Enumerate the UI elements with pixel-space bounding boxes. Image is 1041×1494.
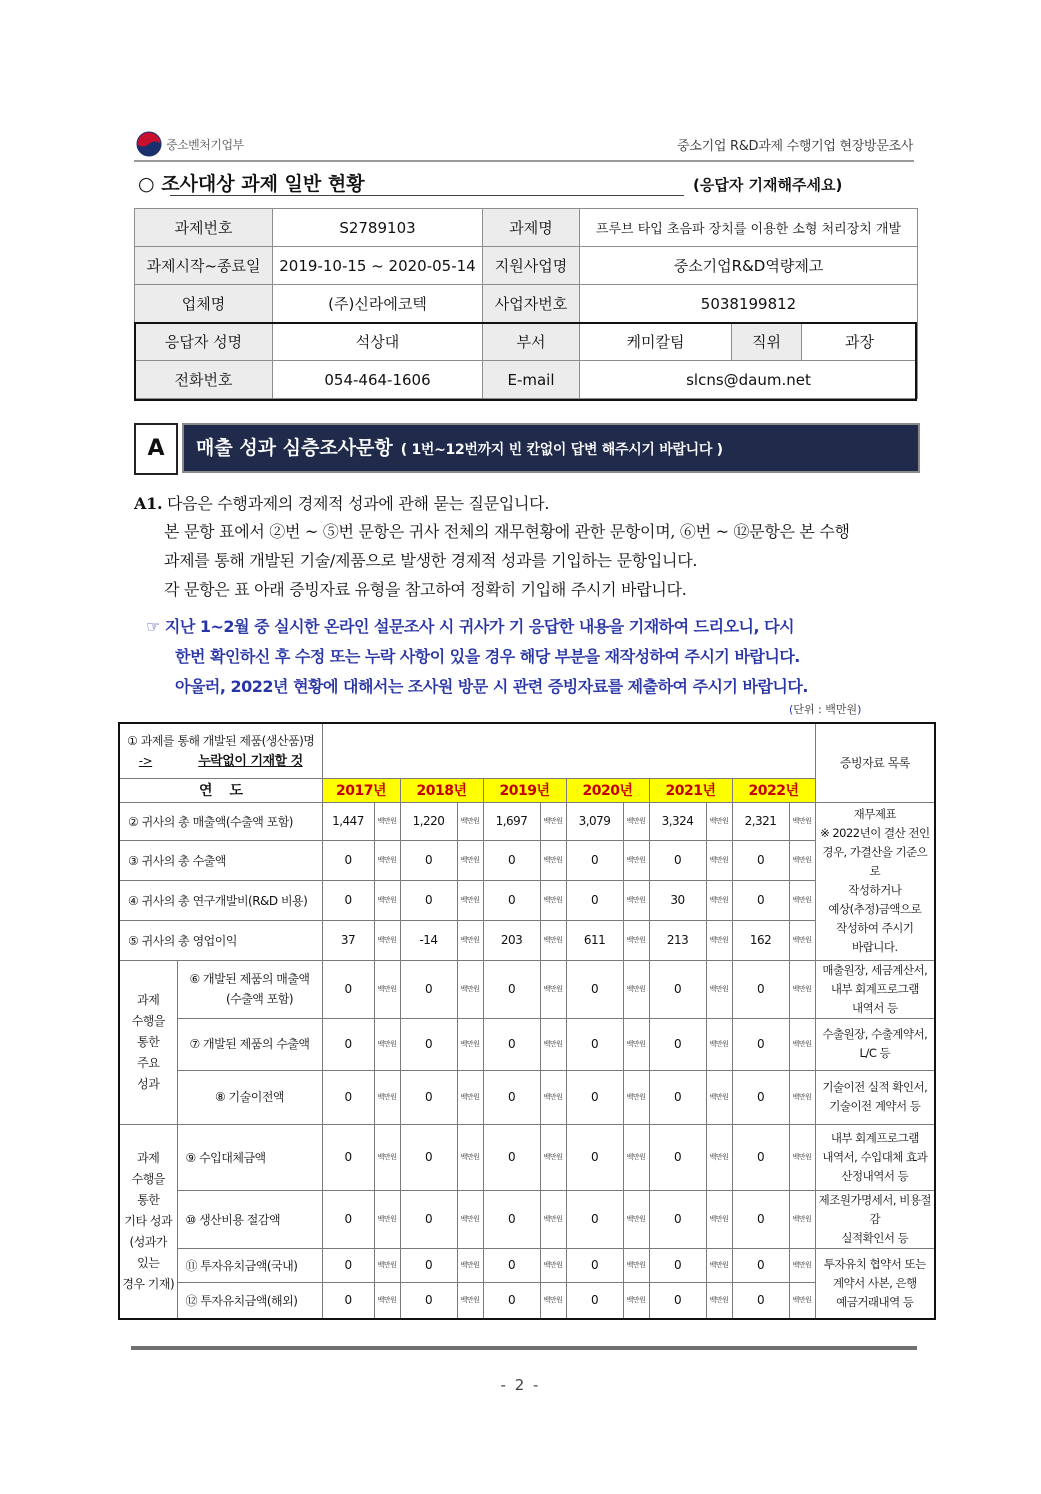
- section-title-underline: [170, 195, 684, 196]
- section-title: ○ 조사대상 과제 일반 현황: [138, 173, 365, 195]
- business-number-value[interactable]: 5038199812: [580, 285, 918, 323]
- unit-label: 백만원: [540, 1070, 566, 1124]
- unit-label: 백만원: [457, 1070, 483, 1124]
- unit-label: 백만원: [623, 1282, 649, 1319]
- finance-row-value-2020[interactable]: 0: [566, 880, 623, 920]
- investment-evidence: [815, 1248, 935, 1319]
- unit-label: 백만원: [540, 1018, 566, 1070]
- finance-row-value-2018[interactable]: 0: [400, 880, 457, 920]
- finance-row-value-2022[interactable]: 162: [732, 920, 789, 960]
- notice-line-2: 한번 확인하신 후 수정 또는 누락 사항이 있을 경우 해당 부분을 재작성하여 주시기 바랍니다.: [175, 647, 800, 666]
- task-info-table: [134, 208, 918, 399]
- performance-evidence-line: L/C 등: [859, 1046, 891, 1060]
- performance-row-label: [177, 1070, 322, 1124]
- unit-label: 백만원: [374, 1070, 400, 1124]
- question-line-1: [134, 491, 549, 514]
- performance-row-value-2019[interactable]: 0: [483, 960, 540, 1018]
- position-value[interactable]: 과장: [802, 323, 918, 361]
- unit-label: 백만원: [623, 880, 649, 920]
- group1-line: 주요: [137, 1055, 160, 1070]
- group2-line: 과제: [137, 1150, 160, 1165]
- finance-row: [119, 802, 935, 840]
- performance-label-line: ⑦ 개발된 제품의 수출액: [189, 1037, 310, 1051]
- other-row-value-2018[interactable]: 0: [400, 1248, 457, 1282]
- unit-label: 백만원: [706, 920, 732, 960]
- unit-label: 백만원: [540, 1124, 566, 1190]
- performance-evidence-line: 내부 회계프로그램: [830, 981, 919, 996]
- performance-evidence-line: 매출원장, 세금계산서,: [822, 962, 928, 977]
- other-evidence-line: 제조원가명세서, 비용절감: [818, 1192, 932, 1226]
- finance-row-value-2019[interactable]: 0: [483, 880, 540, 920]
- performance-row-value-2021[interactable]: 0: [649, 1018, 706, 1070]
- section-a-subtitle: ( 1번~12번까지 빈 칸없이 답변 해주시기 바랍니다 ): [400, 442, 723, 458]
- unit-label: 백만원: [789, 802, 815, 840]
- unit-label: 백만원: [374, 920, 400, 960]
- unit-label: 백만원: [789, 920, 815, 960]
- other-row-value-2020[interactable]: 0: [566, 1190, 623, 1248]
- task-period-label: 과제시작~종료일: [135, 247, 273, 285]
- unit-label: 백만원: [789, 880, 815, 920]
- year-header-2020: 2020년: [566, 778, 649, 802]
- finance-row-value-2017[interactable]: 37: [322, 920, 374, 960]
- instruction-text: 누락없이 기재할 것: [198, 754, 303, 770]
- other-evidence-line: 내역서, 수입대체 효과: [822, 1149, 928, 1164]
- finance-row-value-2018[interactable]: 0: [400, 840, 457, 880]
- performance-row-value-2020[interactable]: 0: [566, 960, 623, 1018]
- unit-label: 백만원: [789, 1124, 815, 1190]
- unit-label: 백만원: [540, 880, 566, 920]
- department-value[interactable]: 케미칼팀: [580, 323, 732, 361]
- other-performance-row: [119, 1190, 935, 1248]
- other-row-label: ⑫ 투자유치금액(해외): [177, 1282, 322, 1319]
- finance-evidence-line: ※ 2022년이 결산 전인: [820, 826, 930, 840]
- other-row-value-2019[interactable]: 0: [483, 1248, 540, 1282]
- finance-evidence-line: 작성하여 주시기: [836, 921, 914, 935]
- performance-evidence-line: 기술이전 계약서 등: [829, 1099, 921, 1113]
- other-performance-row: [119, 1282, 935, 1319]
- year-header-2018: 2018년: [400, 778, 483, 802]
- other-row-value-2020[interactable]: 0: [566, 1282, 623, 1319]
- other-row-value-2019[interactable]: 0: [483, 1124, 540, 1190]
- government-emblem-icon: [136, 131, 162, 157]
- unit-label: 백만원: [540, 840, 566, 880]
- agency-name: 중소벤처기업부: [166, 138, 244, 152]
- other-row-value-2022[interactable]: 0: [732, 1282, 789, 1319]
- other-row-value-2020[interactable]: 0: [566, 1248, 623, 1282]
- year-label: 연 도: [119, 778, 322, 802]
- phone-label: 전화번호: [135, 361, 273, 399]
- performance-label-line: ⑧ 기술이전액: [214, 1090, 285, 1104]
- performance-row: [119, 1070, 935, 1124]
- unit-label: 백만원: [789, 960, 815, 1018]
- program-label: 지원사업명: [483, 247, 580, 285]
- other-evidence-line: 내부 회계프로그램: [830, 1130, 919, 1145]
- unit-label: 백만원: [706, 802, 732, 840]
- performance-row-value-2022[interactable]: 0: [732, 1070, 789, 1124]
- respondent-note: (응답자 기재해주세요): [693, 176, 843, 194]
- task-number-value[interactable]: S2789103: [273, 209, 483, 247]
- group1-line: 과제: [137, 992, 160, 1007]
- business-number-label: 사업자번호: [483, 285, 580, 323]
- performance-evidence-line: 수출원장, 수출계약서,: [822, 1027, 928, 1041]
- finance-row-value-2021[interactable]: 30: [649, 880, 706, 920]
- unit-label: 백만원: [374, 880, 400, 920]
- other-row-value-2019[interactable]: 0: [483, 1190, 540, 1248]
- page-number: - 2 -: [500, 1376, 541, 1394]
- unit-text: 단위 : 백만원: [793, 703, 858, 716]
- finance-row-label: ⑤ 귀사의 총 영업이익: [119, 920, 322, 960]
- performance-evidence: [815, 960, 935, 1018]
- section-a-banner: [182, 423, 920, 473]
- unit-label: 백만원: [789, 1282, 815, 1319]
- header-divider: [134, 160, 914, 162]
- unit-label: 백만원: [623, 802, 649, 840]
- unit-label: 백만원: [457, 840, 483, 880]
- unit-label: 백만원: [623, 1248, 649, 1282]
- group1-line: 성과: [137, 1076, 160, 1091]
- performance-row-value-2017[interactable]: 0: [322, 960, 374, 1018]
- unit-label: 백만원: [540, 920, 566, 960]
- question-line-3: 과제를 통해 개발된 기술/제품으로 발생한 경제적 성과를 기입하는 문항입니다.: [164, 551, 698, 570]
- performance-row-value-2021[interactable]: 0: [649, 1070, 706, 1124]
- unit-label: 백만원: [706, 1070, 732, 1124]
- unit-label: 백만원: [457, 1190, 483, 1248]
- performance-evidence: [815, 1070, 935, 1124]
- unit-label: 백만원: [706, 840, 732, 880]
- product-name-row: [119, 723, 935, 778]
- unit-label: 백만원: [789, 1018, 815, 1070]
- finance-row: [119, 840, 935, 880]
- unit-label: 백만원: [457, 1282, 483, 1319]
- finance-row-value-2020[interactable]: 611: [566, 920, 623, 960]
- finance-evidence: [815, 802, 935, 960]
- other-row-value-2017[interactable]: 0: [322, 1124, 374, 1190]
- unit-label: 백만원: [706, 1018, 732, 1070]
- finance-evidence-line: 예상(추정)금액으로: [828, 902, 922, 916]
- unit-label: 백만원: [623, 1190, 649, 1248]
- performance-label-line: ⑥ 개발된 제품의 매출액: [189, 972, 310, 986]
- finance-row-value-2020[interactable]: 3,079: [566, 802, 623, 840]
- unit-label: 백만원: [374, 1248, 400, 1282]
- performance-row-value-2019[interactable]: 0: [483, 1070, 540, 1124]
- finance-evidence-line: 작성하거나: [848, 883, 902, 897]
- finance-row-value-2021[interactable]: 0: [649, 840, 706, 880]
- unit-label: 백만원: [706, 1190, 732, 1248]
- product-name-input[interactable]: [322, 723, 815, 778]
- finance-row-value-2018[interactable]: -14: [400, 920, 457, 960]
- finance-row-label: ③ 귀사의 총 수출액: [119, 840, 322, 880]
- finance-row-value-2017[interactable]: 0: [322, 880, 374, 920]
- performance-table: [118, 722, 936, 1320]
- group2-line: 기타 성과: [124, 1213, 173, 1228]
- program-value[interactable]: 중소기업R&D역량제고: [580, 247, 918, 285]
- performance-row-value-2022[interactable]: 0: [732, 1018, 789, 1070]
- performance-row-label: [177, 1018, 322, 1070]
- performance-row-value-2022[interactable]: 0: [732, 960, 789, 1018]
- finance-row: [119, 880, 935, 920]
- unit-paren-open: (: [789, 703, 794, 716]
- respondent-name-label: 응답자 성명: [135, 323, 273, 361]
- finance-row-value-2019[interactable]: 0: [483, 840, 540, 880]
- performance-row-value-2018[interactable]: 0: [400, 1070, 457, 1124]
- finance-row-value-2020[interactable]: 0: [566, 840, 623, 880]
- other-evidence-line: 산정내역서 등: [841, 1168, 909, 1183]
- other-row-value-2017[interactable]: 0: [322, 1248, 374, 1282]
- other-row-value-2022[interactable]: 0: [732, 1190, 789, 1248]
- year-header-2021: 2021년: [649, 778, 732, 802]
- finance-row-value-2018[interactable]: 1,220: [400, 802, 457, 840]
- performance-evidence-line: 기술이전 실적 확인서,: [822, 1080, 928, 1094]
- finance-row-value-2021[interactable]: 213: [649, 920, 706, 960]
- unit-label: 백만원: [374, 1190, 400, 1248]
- other-performance-row: [119, 1124, 935, 1190]
- performance-evidence-line: 내역서 등: [852, 1000, 898, 1015]
- unit-label: 백만원: [457, 1018, 483, 1070]
- performance-row-value-2020[interactable]: 0: [566, 1018, 623, 1070]
- year-header-2019: 2019년: [483, 778, 566, 802]
- performance-row-value-2018[interactable]: 0: [400, 960, 457, 1018]
- other-row-value-2017[interactable]: 0: [322, 1282, 374, 1319]
- unit-label: 백만원: [623, 960, 649, 1018]
- performance-row-label: [177, 960, 322, 1018]
- unit-label: 백만원: [706, 880, 732, 920]
- unit-label: 백만원: [457, 960, 483, 1018]
- department-label: 부서: [483, 323, 580, 361]
- other-evidence: [815, 1190, 935, 1248]
- unit-label: 백만원: [457, 1124, 483, 1190]
- section-a-title: 매출 성과 심층조사문항: [196, 437, 393, 459]
- question-line-4: 각 문항은 표 아래 증빙자료 유형을 참고하여 정확히 기입해 주시기 바랍니다.: [164, 580, 687, 599]
- finance-row-value-2022[interactable]: 0: [732, 880, 789, 920]
- unit-label: 백만원: [623, 840, 649, 880]
- investment-evidence-line: 계약서 사본, 은행: [832, 1275, 917, 1290]
- other-row-value-2017[interactable]: 0: [322, 1190, 374, 1248]
- unit-label: 백만원: [540, 1190, 566, 1248]
- unit-label: 백만원: [374, 802, 400, 840]
- unit-label: 백만원: [623, 1070, 649, 1124]
- finance-row-label: ② 귀사의 총 매출액(수출액 포함): [119, 802, 322, 840]
- unit-label: 백만원: [540, 1248, 566, 1282]
- performance-label-line: (수출액 포함): [225, 992, 294, 1006]
- other-row-label: ⑪ 투자유치금액(국내): [177, 1248, 322, 1282]
- unit-label: 백만원: [374, 840, 400, 880]
- respondent-name-value[interactable]: 석상대: [273, 323, 483, 361]
- task-number-label: 과제번호: [135, 209, 273, 247]
- email-label: E-mail: [483, 361, 580, 399]
- question-line-2: 본 문항 표에서 ②번 ~ ⑤번 문항은 귀사 전체의 재무현황에 관한 문항이며, ⑥번 ~ ⑫문항은 본 수행: [164, 522, 850, 541]
- unit-label: 백만원: [623, 1018, 649, 1070]
- performance-row-value-2018[interactable]: 0: [400, 1018, 457, 1070]
- group2-line: 수행을: [131, 1171, 165, 1186]
- finance-row-value-2019[interactable]: 1,697: [483, 802, 540, 840]
- unit-label: 백만원: [706, 1282, 732, 1319]
- unit-label: 백만원: [540, 960, 566, 1018]
- task-name-value[interactable]: 프루브 타입 초음파 장치를 이용한 소형 처리장치 개발: [580, 209, 918, 247]
- unit-label: 백만원: [623, 920, 649, 960]
- email-value[interactable]: slcns@daum.net: [580, 361, 918, 399]
- group2-line: 경우 기재): [122, 1276, 175, 1291]
- performance-row: [119, 960, 935, 1018]
- performance-evidence: [815, 1018, 935, 1070]
- other-row-value-2021[interactable]: 0: [649, 1190, 706, 1248]
- other-row-label: ⑩ 생산비용 절감액: [177, 1190, 322, 1248]
- footer-divider: [131, 1346, 917, 1350]
- finance-row-value-2022[interactable]: 2,321: [732, 802, 789, 840]
- finance-row-value-2019[interactable]: 203: [483, 920, 540, 960]
- unit-label: 백만원: [789, 1070, 815, 1124]
- group2-line: 통한: [137, 1192, 160, 1207]
- unit-label: 백만원: [540, 1282, 566, 1319]
- phone-value[interactable]: 054-464-1606: [273, 361, 483, 399]
- unit-label: 백만원: [374, 1282, 400, 1319]
- task-period-value[interactable]: 2019-10-15 ~ 2020-05-14: [273, 247, 483, 285]
- finance-row: [119, 920, 935, 960]
- other-row-value-2020[interactable]: 0: [566, 1124, 623, 1190]
- product-question-instruction: [120, 751, 322, 772]
- other-row-value-2022[interactable]: 0: [732, 1248, 789, 1282]
- other-row-value-2018[interactable]: 0: [400, 1124, 457, 1190]
- unit-label: 백만원: [540, 802, 566, 840]
- finance-row-value-2017[interactable]: 0: [322, 840, 374, 880]
- other-evidence-line: 실적확인서 등: [841, 1230, 909, 1245]
- unit-label: 백만원: [623, 1124, 649, 1190]
- group2-line: (성과가: [129, 1234, 167, 1249]
- other-performance-group: [119, 1124, 177, 1319]
- unit-label: 백만원: [789, 1248, 815, 1282]
- arrow-text: ->: [138, 754, 153, 769]
- unit-label: 백만원: [374, 960, 400, 1018]
- investment-evidence-line: 투자유치 협약서 또는: [823, 1256, 926, 1271]
- company-label: 업체명: [135, 285, 273, 323]
- unit-label: 백만원: [374, 1018, 400, 1070]
- position-label: 직위: [732, 323, 802, 361]
- other-performance-row: [119, 1248, 935, 1282]
- unit-label: 백만원: [706, 960, 732, 1018]
- main-performance-group: [119, 960, 177, 1124]
- finance-row-value-2021[interactable]: 3,324: [649, 802, 706, 840]
- other-row-value-2019[interactable]: 0: [483, 1282, 540, 1319]
- finance-row-value-2022[interactable]: 0: [732, 840, 789, 880]
- unit-note: [789, 701, 861, 717]
- document-title: 중소기업 R&D과제 수행기업 현장방문조사: [677, 139, 913, 154]
- other-row-value-2022[interactable]: 0: [732, 1124, 789, 1190]
- finance-evidence-line: 재무제표: [853, 807, 897, 821]
- product-name-question: [119, 723, 322, 778]
- group1-line: 수행을: [131, 1013, 165, 1028]
- product-question-text: ① 과제를 통해 개발된 제품(생산품)명: [127, 734, 315, 749]
- group1-line: 통한: [137, 1034, 160, 1049]
- performance-row: [119, 1018, 935, 1070]
- year-header-2022: 2022년: [732, 778, 815, 802]
- performance-row-value-2017[interactable]: 0: [322, 1018, 374, 1070]
- unit-paren-close: ): [857, 703, 862, 716]
- notice-line-1: ☞ 지난 1~2월 중 실시한 온라인 설문조사 시 귀사가 기 응답한 내용을 기재하여 드리오니, 다시: [146, 617, 795, 636]
- unit-label: 백만원: [457, 1248, 483, 1282]
- other-row-value-2018[interactable]: 0: [400, 1282, 457, 1319]
- unit-label: 백만원: [789, 1190, 815, 1248]
- other-row-value-2018[interactable]: 0: [400, 1190, 457, 1248]
- investment-evidence-line: 예금거래내역 등: [836, 1294, 914, 1309]
- finance-row-value-2017[interactable]: 1,447: [322, 802, 374, 840]
- finance-row-label: ④ 귀사의 총 연구개발비(R&D 비용): [119, 880, 322, 920]
- unit-label: 백만원: [457, 920, 483, 960]
- company-value[interactable]: (주)신라에코텍: [273, 285, 483, 323]
- other-row-value-2021[interactable]: 0: [649, 1248, 706, 1282]
- year-row: [119, 778, 935, 802]
- other-evidence: [815, 1124, 935, 1190]
- finance-evidence-line: 바랍니다.: [852, 940, 898, 954]
- unit-label: 백만원: [457, 880, 483, 920]
- finance-evidence-line: 경우, 가결산을 기준으로: [822, 845, 928, 878]
- evidence-header: 증빙자료 목록: [815, 723, 935, 802]
- task-name-label: 과제명: [483, 209, 580, 247]
- performance-row-value-2020[interactable]: 0: [566, 1070, 623, 1124]
- unit-label: 백만원: [457, 802, 483, 840]
- performance-row-value-2017[interactable]: 0: [322, 1070, 374, 1124]
- notice-line-3: 아울러, 2022년 현황에 대해서는 조사원 방문 시 관련 증빙자료를 제출하여 주시기 바랍니다.: [175, 677, 808, 696]
- question-text-1: 다음은 수행과제의 경제적 성과에 관해 묻는 질문입니다.: [167, 494, 550, 513]
- other-row-value-2021[interactable]: 0: [649, 1124, 706, 1190]
- other-row-label: ⑨ 수입대체금액: [177, 1124, 322, 1190]
- performance-row-value-2019[interactable]: 0: [483, 1018, 540, 1070]
- group2-line: 있는: [137, 1255, 160, 1270]
- unit-label: 백만원: [706, 1248, 732, 1282]
- unit-label: 백만원: [374, 1124, 400, 1190]
- section-a-letter: A: [134, 423, 178, 475]
- year-header-2017: 2017년: [322, 778, 400, 802]
- performance-row-value-2021[interactable]: 0: [649, 960, 706, 1018]
- unit-label: 백만원: [706, 1124, 732, 1190]
- question-label: A1.: [134, 494, 163, 513]
- unit-label: 백만원: [789, 840, 815, 880]
- other-row-value-2021[interactable]: 0: [649, 1282, 706, 1319]
